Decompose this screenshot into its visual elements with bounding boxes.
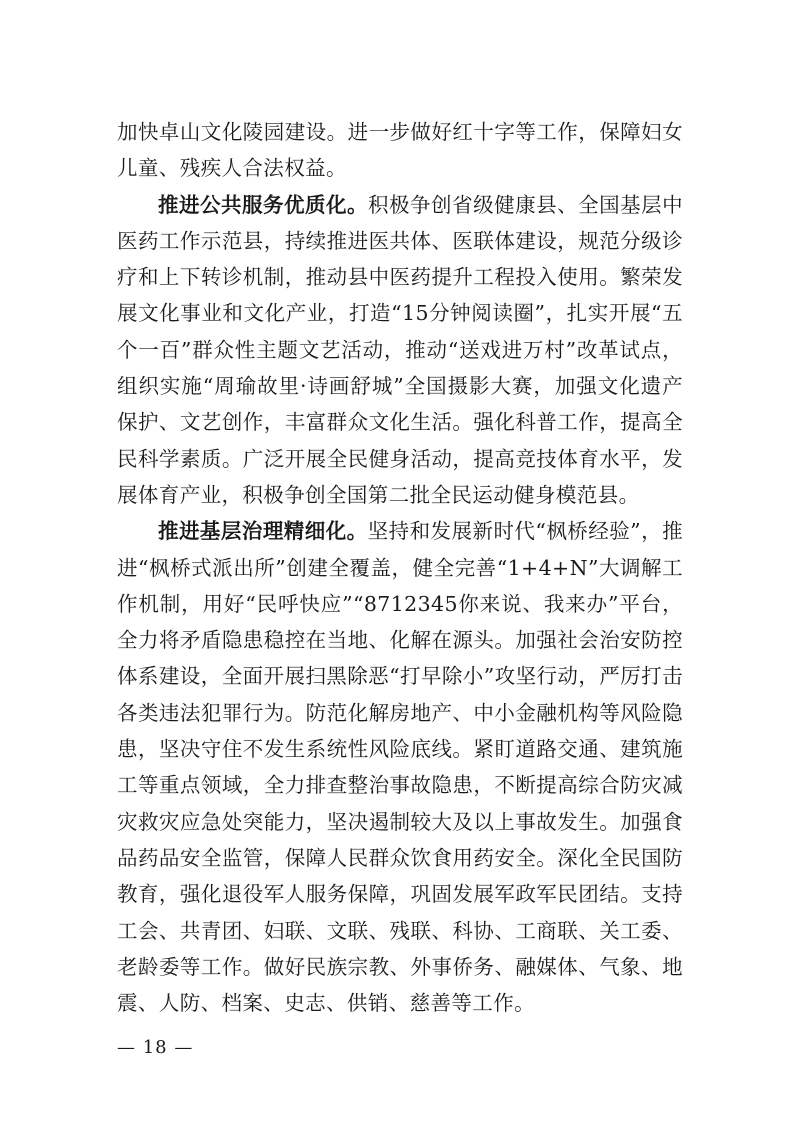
paragraph-public-service (117, 187, 683, 514)
page-number: — 18 — (117, 1037, 194, 1058)
paragraph-continuation (117, 114, 683, 187)
paragraph-text: 积极争创省级健康县、全国基层中医药工作示范县，持续推进医共体、医联体建设，规范分级诊疗和上下转诊机制，推动县中医药提升工程投入使用。繁荣发展文化事业和文化产业，打造“15分钟阅读圈”，扎实开展“五个一百”群众性主题文艺活动，推动“送戏进万村”改革试点，组织实施“周瑜故里·诗画舒城”全国摄影大赛，加强文化遗产保护、文艺创作，丰富群众文化生活。强化科普工作，提高全民科学素质。广泛开展全民健身活动，提高竞技体育水平，发展体育产业，积极争创全国第二批全民运动健身模范县。 (117, 192, 684, 507)
document-body (117, 114, 683, 1021)
paragraph-grassroots-governance (117, 513, 683, 1021)
paragraph-heading: 推进公共服务优质化。 (158, 192, 369, 217)
paragraph-heading: 推进基层治理精细化。 (158, 519, 368, 544)
paragraph-text: 坚持和发展新时代“枫桥经验”，推进“枫桥式派出所”创建全覆盖，健全完善“1+4+N”大调解工作机制，用好“民呼快应”“8712345你来说、我来办”平台，全力将矛盾隐患稳控在当地、化解在源头。加强社会治安防控体系建设，全面开展扫黑除恶“打早除小”攻坚行动，严厉打击各类违法犯罪行为。防范化解房地产、中小金融机构等风险隐患，坚决守住不发生系统性风险底线。紧盯道路交通、建筑施工等重点领域，全力排查整治事故隐患，不断提高综合防灾减灾救灾应急处突能力，坚决遏制较大及以上事故发生。加强食品药品安全监管，保障人民群众饮食用药安全。深化全民国防教育，强化退役军人服务保障，巩固发展军政军民团结。支持工会、共青团、妇联、文联、残联、科协、工商联、关工委、老龄委等工作。做好民族宗教、外事侨务、融媒体、气象、地震、人防、档案、史志、供销、慈善等工作。 (117, 519, 683, 1016)
paragraph-text: 加快卓山文化陵园建设。进一步做好红十字等工作，保障妇女儿童、残疾人合法权益。 (117, 120, 683, 181)
